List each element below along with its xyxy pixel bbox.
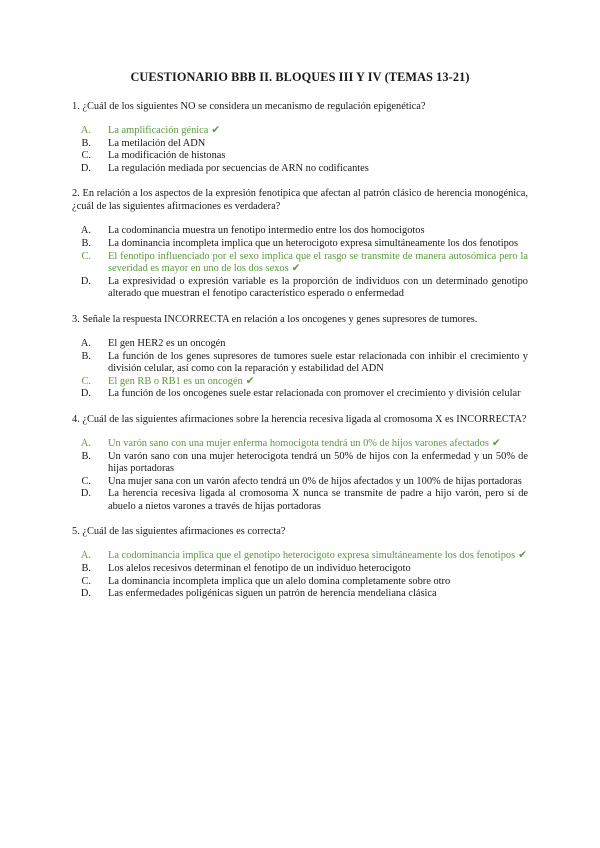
option-letter: C.	[81, 575, 91, 587]
option-text	[108, 138, 528, 151]
question-text: 5. ¿Cuál de las siguientes afirmaciones es correcta?	[72, 526, 286, 538]
question-list	[72, 100, 528, 601]
answer-options	[72, 125, 528, 175]
option-text-content: La expresividad o expresión variable es la proporción de individuos con un determinado genotipo alterado que muestran el fenotipo característico esperado o enfermedad	[108, 275, 528, 300]
answer-option	[72, 351, 528, 376]
option-text	[108, 163, 528, 176]
answer-option	[72, 476, 528, 489]
question-text: 2. En relación a los aspectos de la expresión fenotípica que afectan al patrón clásico de herencia monogénica, ¿cuál de las siguientes afirmaciones es verdadera?	[72, 188, 528, 213]
option-letter: C.	[81, 250, 91, 262]
option-text-content: El fenotipo influenciado por el sexo implica que el rasgo se transmite de manera autosómica pero la severidad es mayor en uno de los dos sexos	[108, 250, 528, 275]
question-block	[72, 525, 528, 600]
correct-check-icon: ✔	[491, 437, 501, 449]
option-text	[108, 438, 528, 451]
answer-option	[72, 138, 528, 151]
option-text-content: La herencia recesiva ligada al cromosoma X nunca se transmite de padre a hijo varón, pero sí de abuelo a nietos varones a través de hijas portadoras	[108, 488, 528, 512]
answer-option	[72, 376, 528, 389]
option-letter: D.	[80, 162, 91, 174]
option-text	[108, 550, 528, 563]
question-block	[72, 100, 528, 175]
answer-option	[72, 588, 528, 601]
option-text	[108, 225, 528, 238]
option-letter: D.	[80, 488, 91, 500]
correct-check-icon: ✔	[518, 550, 527, 562]
option-text	[108, 376, 528, 389]
option-text-content: La amplificación génica	[108, 125, 209, 136]
option-letter: D.	[80, 275, 91, 287]
option-text	[108, 476, 528, 489]
option-text-content: La regulación mediada por secuencias de ARN no codificantes	[108, 162, 369, 174]
option-text-content: La codominancia implica que el genotipo heterocigoto expresa simultáneamente los dos fenotipos	[108, 550, 516, 562]
answer-option	[72, 163, 528, 176]
option-text	[108, 563, 528, 576]
option-letter: A.	[80, 337, 91, 349]
option-letter: C.	[81, 375, 91, 387]
correct-check-icon: ✔	[211, 125, 221, 136]
option-text-content: Un varón sano con una mujer heterocigota tendrá un 50% de hijos con la enfermedad y un 50% de hijas portadoras	[108, 450, 528, 475]
option-text-content: La codominancia muestra un fenotipo intermedio entre los dos homocigotos	[108, 225, 425, 237]
answer-option	[72, 550, 528, 563]
option-text-content: La modificación de histonas	[108, 150, 226, 162]
option-letter: B.	[81, 450, 91, 462]
question-block	[72, 413, 528, 514]
option-text	[108, 351, 528, 376]
option-text-content: La dominancia incompleta implica que un alelo domina completamente sobre otro	[108, 575, 451, 587]
option-text-content: La dominancia incompleta implica que un heterocigoto expresa simultáneamente los dos fenotipos	[108, 237, 519, 249]
option-text	[108, 276, 528, 301]
option-text	[108, 388, 528, 401]
option-letter: B.	[81, 137, 91, 149]
option-letter: B.	[81, 563, 91, 575]
option-letter: D.	[80, 588, 91, 600]
answer-option	[72, 388, 528, 401]
answer-option	[72, 150, 528, 163]
option-letter: C.	[81, 150, 91, 162]
answer-option	[72, 238, 528, 251]
option-text-content: El gen RB o RB1 es un oncogén	[108, 375, 243, 387]
option-text	[108, 125, 528, 138]
option-letter: B.	[81, 350, 91, 362]
option-text	[108, 338, 528, 351]
answer-option	[72, 438, 528, 451]
correct-check-icon: ✔	[291, 263, 301, 275]
option-text-content: La función de los oncogenes suele estar relacionada con promover el crecimiento y división celular	[108, 388, 521, 400]
option-letter: C.	[81, 475, 91, 487]
answer-options	[72, 225, 528, 301]
option-text-content: Un varón sano con una mujer enferma homocigota tendrá un 0% de hijos varones afectados	[108, 437, 489, 449]
answer-option	[72, 276, 528, 301]
answer-option	[72, 576, 528, 589]
option-text-content: La función de los genes supresores de tumores suele estar relacionada con inhibir el crecimiento y división celular, así como con la reparación y estabilidad del ADN	[108, 350, 528, 375]
answer-options	[72, 438, 528, 514]
answer-option	[72, 338, 528, 351]
option-letter: B.	[81, 237, 91, 249]
option-text-content: Los alelos recesivos determinan el fenotipo de un individuo heterocigoto	[108, 563, 411, 575]
document-title: CUESTIONARIO BBB II. BLOQUES III Y IV (TEMAS 13-21)	[130, 70, 470, 84]
question-text: 3. Señale la respuesta INCORRECTA en relación a los oncogenes y genes supresores de tumores.	[72, 313, 478, 325]
option-text-content: Una mujer sana con un varón afecto tendrá un 0% de hijos afectados y un 100% de hijas portadoras	[108, 475, 522, 487]
question-text: 4. ¿Cuál de las siguientes afirmaciones sobre la herencia recesiva ligada al cromosoma X es INCORRECTA?	[72, 413, 527, 425]
option-text	[108, 451, 528, 476]
answer-options	[72, 338, 528, 401]
correct-check-icon: ✔	[245, 375, 255, 387]
question-text: 1. ¿Cuál de los siguientes NO se considera un mecanismo de regulación epigenética?	[72, 101, 426, 112]
option-letter: A.	[80, 125, 91, 136]
option-letter: A.	[80, 437, 91, 449]
answer-option	[72, 225, 528, 238]
option-text	[108, 588, 528, 601]
option-letter: A.	[80, 225, 91, 237]
option-text	[108, 576, 528, 589]
option-text	[108, 150, 528, 163]
answer-option	[72, 125, 528, 138]
answer-option	[72, 451, 528, 476]
option-text	[108, 488, 528, 513]
answer-options	[72, 550, 528, 600]
option-text	[108, 238, 528, 251]
answer-option	[72, 251, 528, 276]
question-block	[72, 313, 528, 401]
option-text-content: Las enfermedades poligénicas siguen un patrón de herencia mendeliana clásica	[108, 588, 437, 600]
question-block	[72, 187, 528, 301]
option-text-content: La metilación del ADN	[108, 137, 206, 149]
option-letter: D.	[80, 388, 91, 400]
option-text-content: El gen HER2 es un oncogén	[108, 337, 226, 349]
answer-option	[72, 563, 528, 576]
option-letter: A.	[80, 550, 91, 562]
option-text	[108, 251, 528, 276]
answer-option	[72, 488, 528, 513]
